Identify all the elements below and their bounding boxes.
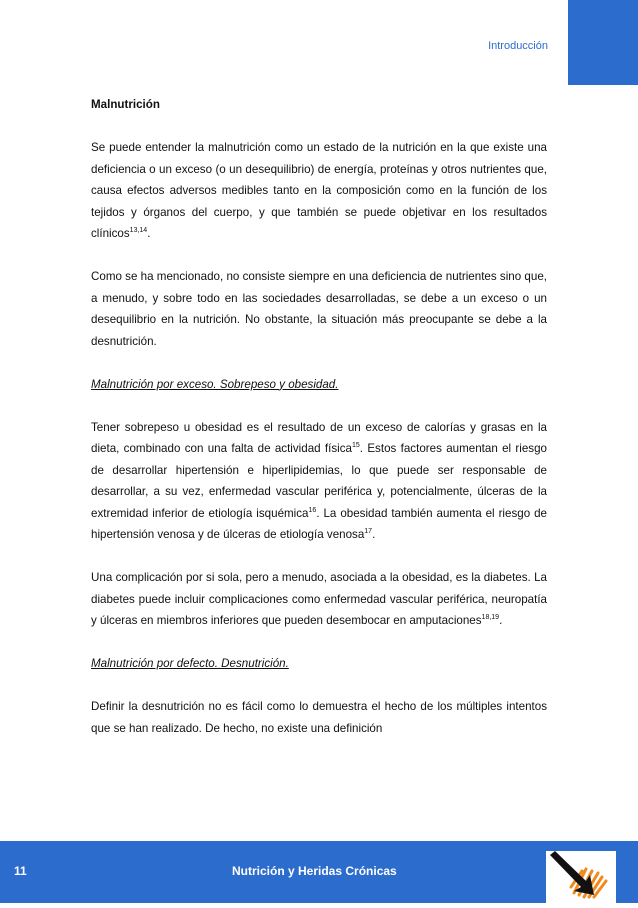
footer-title: Nutrición y Heridas Crónicas [232,864,397,878]
paragraph-5: Definir la desnutrición no es fácil como lo demuestra el hecho de los múltiples intentos que se han realizado. De hecho, no existe una definición [91,700,547,735]
citation: 17 [364,528,373,536]
section-label: Introducción [488,40,548,52]
paragraph-2: Como se ha mencionado, no consiste siempre en una deficiencia de nutrientes sino que, a menudo, y sobre todo en las sociedades desarrolladas, se debe a un exceso o un desequilibrio en la nutrición. No obstante, la situación más preocupante se debe a la desnutrición. [91,270,547,348]
page-content [91,94,547,739]
subheading-defecto: Malnutrición por defecto. Desnutrición. [91,657,289,670]
paragraph-4: Una complicación por si sola, pero a menudo, asociada a la obesidad, es la diabetes. La diabetes puede incluir complicaciones como enfermedad vascular periférica, neuropatía y úlceras en miembros inferiores que pueden desembocar en amputaciones$^{18,19}$. [91,571,547,627]
page-footer [0,841,638,903]
subheading-exceso: Malnutrición por exceso. Sobrepeso y obesidad. [91,377,339,391]
logo [546,851,616,903]
arrow-logo-icon [546,851,616,903]
header-corner-block [568,0,638,85]
citation: 16 [308,506,317,514]
citation: 15 [351,442,360,450]
section-heading: Malnutrición [91,98,160,111]
citation: 18,19 [481,614,500,622]
paragraph-3: Tener sobrepeso u obesidad es el resultado de un exceso de calorías y grasas en la dieta, combinado con una falta de actividad física$^{15}$. Estos factores aumentan el riesgo de desarrollar hipertensión e hiperlipidemias, lo que puede ser responsable de desarrollar, a su vez, enfermedad vascular periférica y, potencialmente, úlceras de la extremidad inferior de etiología isquémica$^{16}$. La obesidad también aumenta el riesgo de hipertensión venosa y de úlceras de etiología venosa$^{17}$. [91,420,547,541]
citation: 13,14 [129,227,148,235]
page-number: 11 [14,864,27,878]
paragraph-1: Se puede entender la malnutrición como un estado de la nutrición en la que existe una deficiencia o un exceso (o un desequilibrio) de energía, proteínas y otros nutrientes que, causa efectos adversos medibles tanto en la composición como en la función de los tejidos y órganos del cuerpo, y que también se puede objetivar en los resultados clínicos$^{13,14}$. [91,141,547,240]
